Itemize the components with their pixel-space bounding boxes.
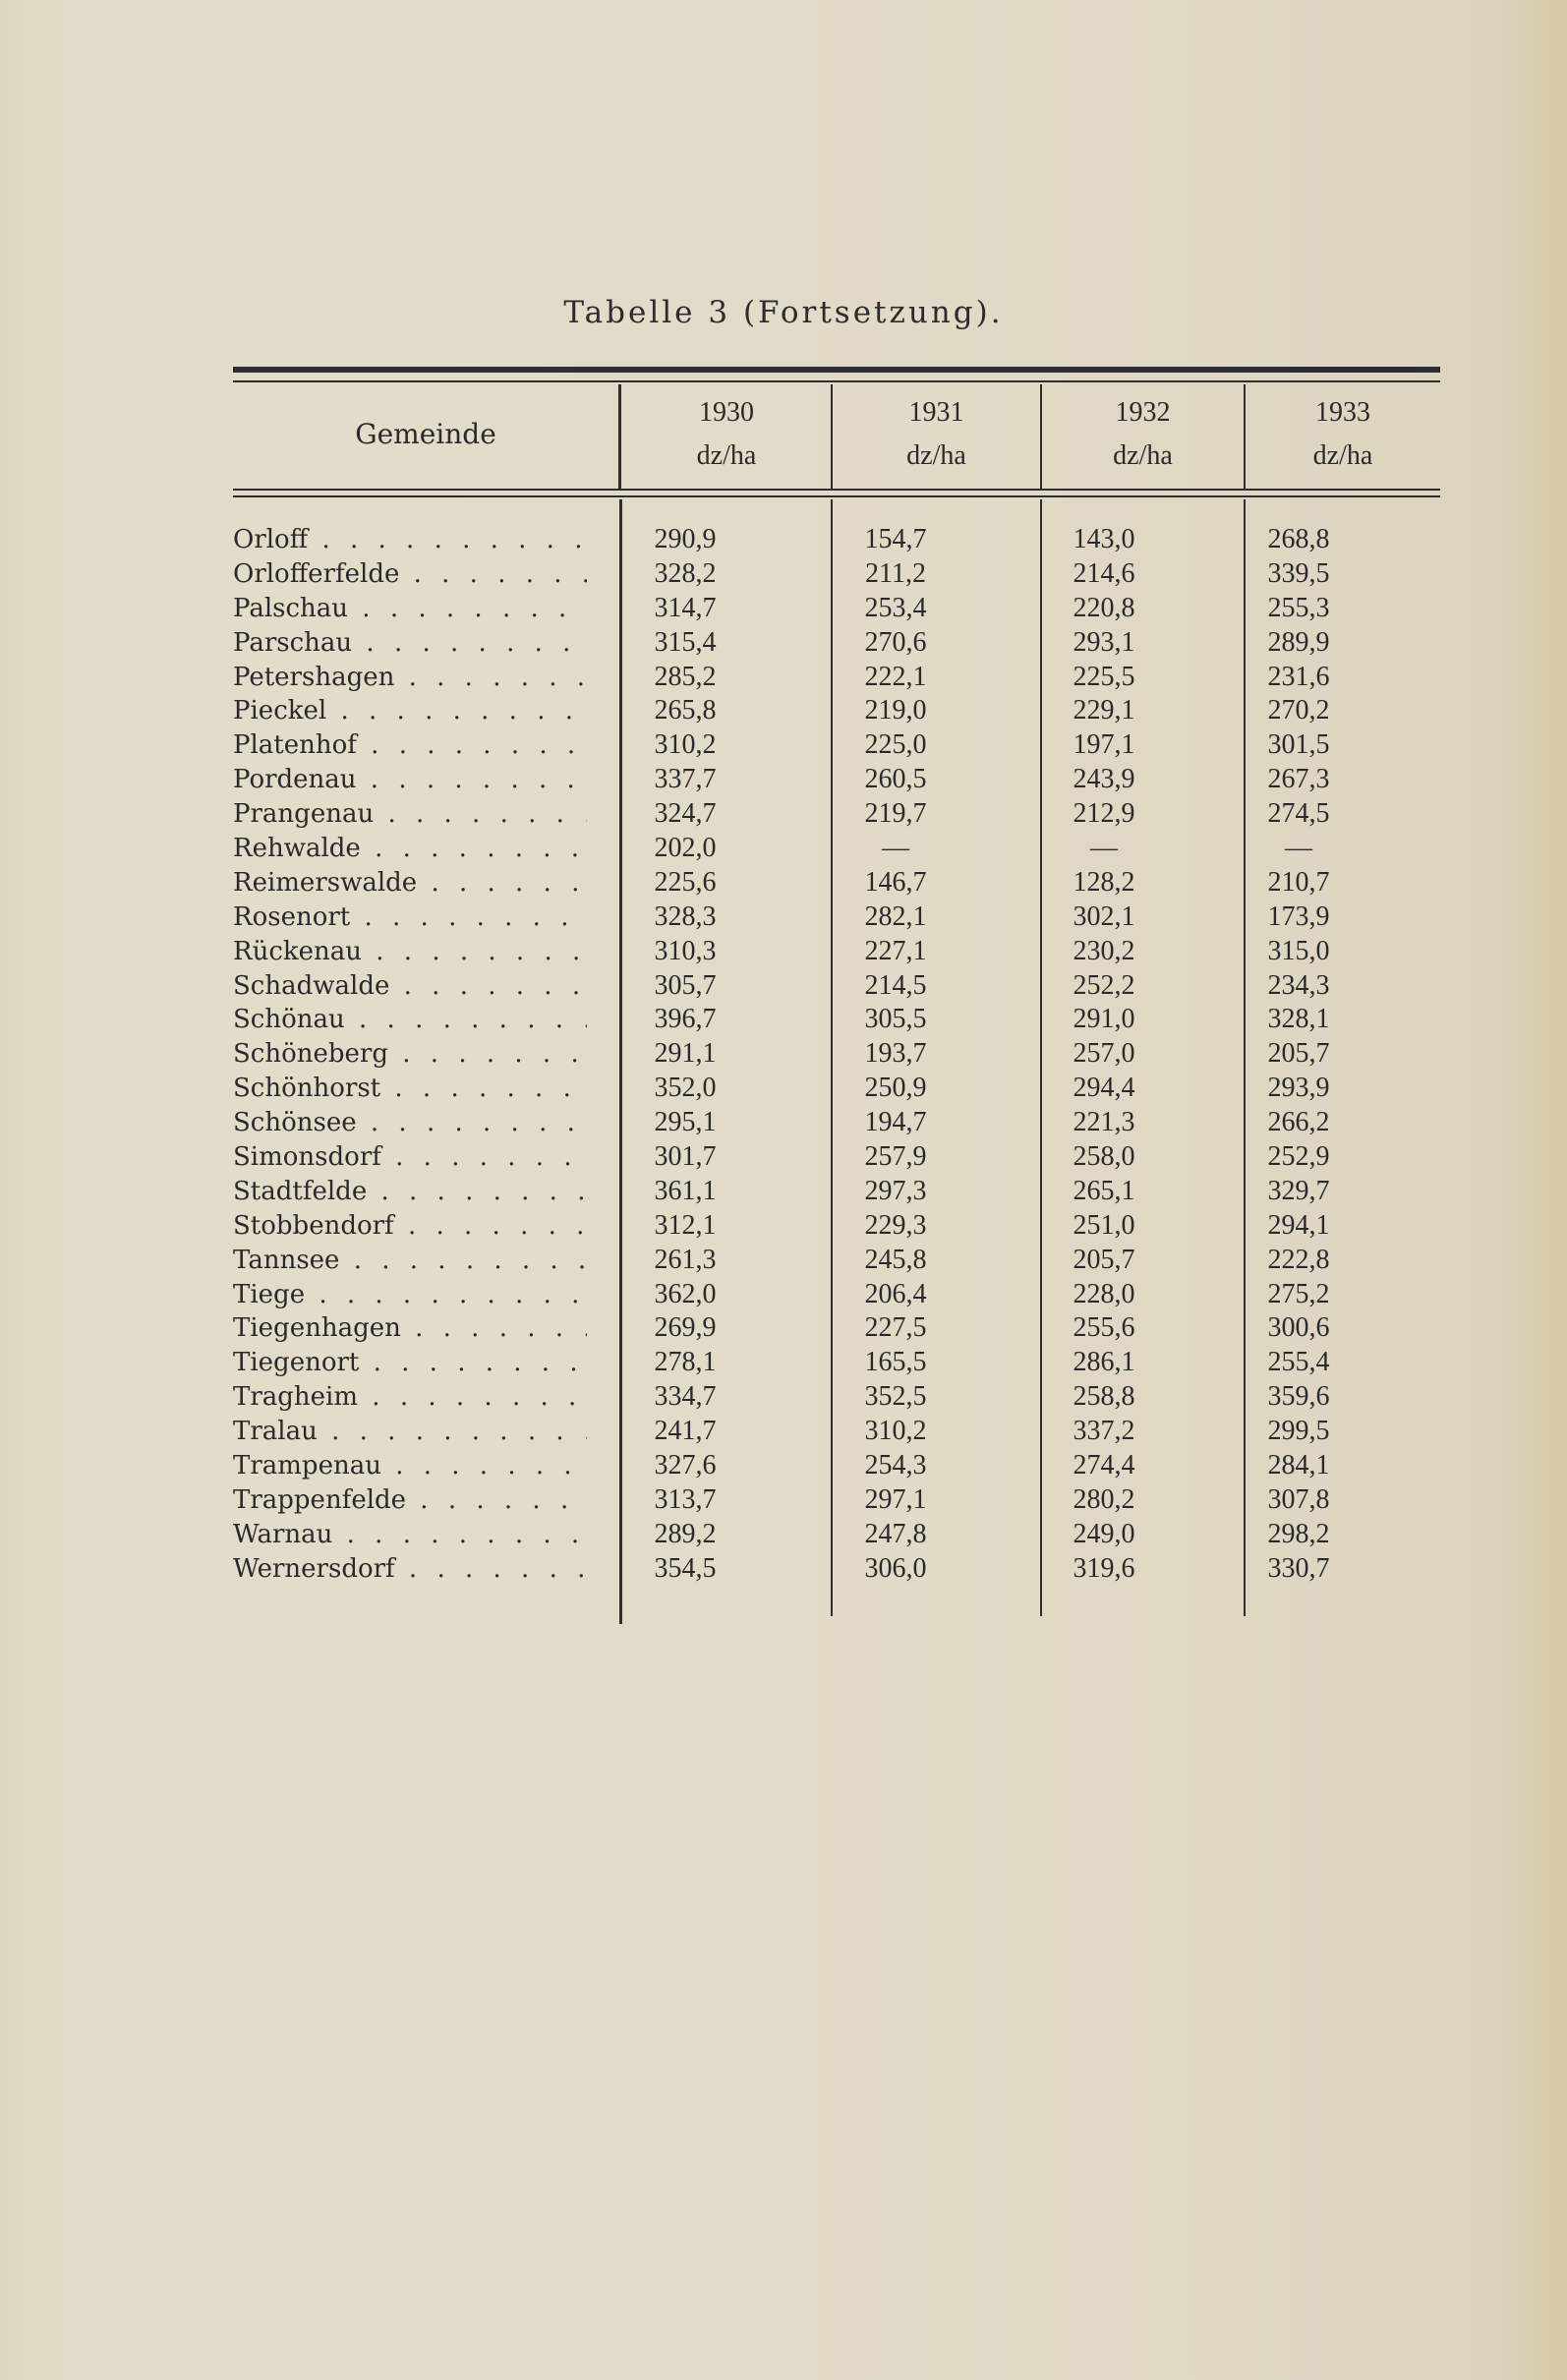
yield-value-1931: 297,3 (864, 1175, 927, 1206)
top-thin-rule (233, 380, 1440, 382)
header-unit: dz/ha (1312, 440, 1373, 471)
yield-value-1932: 221,3 (1073, 1107, 1135, 1138)
yield-value-1933: 329,7 (1267, 1175, 1330, 1206)
table-row (233, 1175, 1440, 1209)
column-header-1932 (1042, 391, 1244, 478)
yield-value-1932: 228,0 (1073, 1278, 1135, 1309)
yield-value-1932: 291,0 (1073, 1004, 1135, 1035)
gemeinde-name: Tiege . . . (233, 1278, 587, 1311)
header-unit: dz/ha (1113, 440, 1173, 471)
yield-value-1933: 307,8 (1267, 1483, 1330, 1515)
gemeinde-name: Schönhorst . . . (233, 1072, 587, 1105)
yield-value-1931: 146,7 (864, 866, 927, 898)
yield-value-1933: 274,5 (1267, 798, 1330, 830)
yield-value-1933: 359,6 (1267, 1381, 1330, 1413)
table-row (233, 866, 1440, 900)
yield-value-1930: 310,3 (654, 935, 717, 966)
table-row (233, 1037, 1440, 1072)
gemeinde-name: Tralau . . . (233, 1415, 587, 1448)
yield-value-1933: 294,1 (1267, 1209, 1330, 1241)
yield-value-1932: 251,0 (1073, 1209, 1135, 1241)
table-row (233, 1140, 1440, 1175)
yield-value-1930: 334,7 (654, 1381, 717, 1413)
table-row (233, 592, 1440, 626)
gemeinde-name: Tiegenort . . . (233, 1346, 587, 1379)
yield-value-1933: 234,3 (1267, 969, 1330, 1001)
table-row (233, 832, 1440, 866)
table-row (233, 1209, 1440, 1244)
table-row (233, 1380, 1440, 1415)
yield-value-1932: 337,2 (1073, 1416, 1135, 1447)
yield-value-1932: 294,4 (1073, 1073, 1135, 1104)
table-row (233, 523, 1440, 557)
yield-value-1931: 193,7 (864, 1038, 927, 1070)
column-header-gemeinde: Gemeinde (355, 418, 496, 450)
yield-value-1930: 315,4 (654, 626, 717, 658)
yield-value-1933: 293,9 (1267, 1073, 1330, 1104)
yield-value-1930: 324,7 (654, 798, 717, 830)
column-header-1930 (622, 391, 831, 478)
column-divider-main-header (618, 384, 621, 489)
yield-value-1932: 197,1 (1073, 729, 1135, 761)
top-thick-rule (233, 367, 1440, 373)
table-row (233, 1552, 1440, 1587)
table-row (233, 1415, 1440, 1449)
yield-value-1933: 339,5 (1267, 557, 1330, 589)
gemeinde-name: Tiegenhagen . . . (233, 1311, 587, 1345)
header-unit: dz/ha (906, 440, 966, 471)
yield-value-1931: 257,9 (864, 1141, 927, 1173)
yield-value-1933: 298,2 (1267, 1518, 1330, 1549)
yield-value-1932: 252,2 (1073, 969, 1135, 1001)
yield-value-1930: 328,2 (654, 557, 717, 589)
table-row (233, 1483, 1440, 1518)
yield-value-1930: 305,7 (654, 969, 717, 1001)
yield-value-1930: 225,6 (654, 866, 717, 898)
yield-value-1930: 312,1 (654, 1209, 717, 1241)
yield-value-1933: 267,3 (1267, 764, 1330, 795)
table-row (233, 797, 1440, 832)
gemeinde-name: Warnau . . . (233, 1518, 587, 1551)
gemeinde-name: Rehwalde . . . (233, 832, 587, 865)
yield-value-1932: 230,2 (1073, 935, 1135, 966)
yield-value-1933: 255,4 (1267, 1347, 1330, 1378)
yield-value-1933: 328,1 (1267, 1004, 1330, 1035)
table-row (233, 1518, 1440, 1552)
gemeinde-name: Tannsee . . . (233, 1244, 587, 1277)
table-row (233, 1449, 1440, 1483)
yield-value-1931: 214,5 (864, 969, 927, 1001)
yield-value-1932: 319,6 (1073, 1552, 1135, 1584)
yield-value-1931: 310,2 (864, 1416, 927, 1447)
yield-value-1931: 211,2 (865, 557, 926, 589)
yield-value-1933: 289,9 (1267, 626, 1330, 658)
yield-value-1933: 315,0 (1267, 935, 1330, 966)
yield-value-1930: 285,2 (654, 661, 717, 692)
yield-value-1930: 261,3 (654, 1244, 717, 1275)
header-year: 1931 (908, 397, 964, 428)
table-row (233, 900, 1440, 935)
table-row (233, 728, 1440, 763)
gemeinde-name: Tragheim . . . (233, 1380, 587, 1414)
yield-value-1931: 225,0 (864, 729, 927, 761)
yield-value-1930: 290,9 (654, 524, 717, 554)
yield-value-1930: 278,1 (654, 1347, 717, 1378)
gemeinde-name: Petershagen . . . (233, 661, 587, 694)
header-bottom-rule (233, 489, 1440, 491)
table-row (233, 1072, 1440, 1106)
gemeinde-name: Parschau . . . (233, 626, 587, 660)
yield-value-1932: 257,0 (1073, 1038, 1135, 1070)
yield-value-1930: 354,5 (654, 1552, 717, 1584)
gemeinde-name: Prangenau . . . (233, 797, 587, 831)
header-year: 1933 (1315, 397, 1370, 428)
yield-value-1932: 302,1 (1073, 900, 1135, 932)
gemeinde-name: Trappenfelde . . . (233, 1483, 587, 1517)
yield-value-1931: 245,8 (864, 1244, 927, 1275)
gemeinde-name: Pordenau . . . (233, 763, 587, 796)
gemeinde-name: Wernersdorf . . . (233, 1552, 587, 1586)
yield-value-1933: 268,8 (1267, 524, 1330, 554)
yield-value-1933: — (1285, 833, 1312, 864)
table-row (233, 935, 1440, 969)
yield-value-1933: 300,6 (1267, 1312, 1330, 1344)
header-bottom-rule-2 (233, 495, 1440, 497)
yield-value-1930: 396,7 (654, 1004, 717, 1035)
gemeinde-name: Stobbendorf . . . (233, 1209, 587, 1243)
gemeinde-name: Rückenau . . . (233, 935, 587, 968)
yield-value-1932: 265,1 (1073, 1175, 1135, 1206)
yield-value-1930: 362,0 (654, 1278, 717, 1309)
yield-value-1933: 275,2 (1267, 1278, 1330, 1309)
yield-value-1930: 269,9 (654, 1312, 717, 1344)
gemeinde-name: Simonsdorf . . . (233, 1140, 587, 1174)
gemeinde-name: Orloff . . . (233, 523, 587, 556)
header-year: 1930 (699, 397, 754, 428)
yield-value-1933: 173,9 (1267, 900, 1330, 932)
table-row (233, 1346, 1440, 1380)
table-row (233, 626, 1440, 661)
yield-value-1932: 143,0 (1073, 524, 1135, 554)
yield-value-1932: 249,0 (1073, 1518, 1135, 1549)
header-year: 1932 (1115, 397, 1171, 428)
yield-value-1931: 253,4 (864, 592, 927, 623)
column-header-1933 (1246, 391, 1440, 478)
table-row (233, 1278, 1440, 1312)
yield-value-1932: 214,6 (1073, 557, 1135, 589)
yield-value-1930: 202,0 (654, 833, 717, 864)
table-row (233, 1106, 1440, 1140)
yield-value-1932: 258,8 (1073, 1381, 1135, 1413)
yield-value-1930: 314,7 (654, 592, 717, 623)
yield-value-1932: 212,9 (1073, 798, 1135, 830)
table-row (233, 763, 1440, 797)
yield-value-1931: 260,5 (864, 764, 927, 795)
yield-value-1933: 210,7 (1267, 866, 1330, 898)
yield-value-1931: 154,7 (864, 524, 927, 554)
yield-value-1930: 301,7 (654, 1141, 717, 1173)
yield-value-1930: 327,6 (654, 1450, 717, 1481)
yield-value-1932: 255,6 (1073, 1312, 1135, 1344)
yield-value-1931: 206,4 (864, 1278, 927, 1309)
table-row (233, 1244, 1440, 1278)
yield-value-1933: 330,7 (1267, 1552, 1330, 1584)
yield-value-1932: 205,7 (1073, 1244, 1135, 1275)
yield-value-1932: 274,4 (1073, 1450, 1135, 1481)
yield-value-1933: 205,7 (1267, 1038, 1330, 1070)
yield-value-1933: 266,2 (1267, 1107, 1330, 1138)
yield-value-1930: 328,3 (654, 900, 717, 932)
yield-value-1930: 295,1 (654, 1107, 717, 1138)
yield-value-1931: 229,3 (864, 1209, 927, 1241)
yield-value-1931: 306,0 (864, 1552, 927, 1584)
yield-value-1930: 291,1 (654, 1038, 717, 1070)
yield-value-1931: 270,6 (864, 626, 927, 658)
yield-value-1930: 337,7 (654, 764, 717, 795)
yield-value-1933: 301,5 (1267, 729, 1330, 761)
gemeinde-name: Palschau . . . (233, 592, 587, 625)
yield-value-1930: 241,7 (654, 1416, 717, 1447)
table-row (233, 694, 1440, 728)
column-header-1931 (833, 391, 1040, 478)
yield-value-1932: 286,1 (1073, 1347, 1135, 1378)
yield-value-1932: 128,2 (1073, 866, 1135, 898)
yield-value-1931: 254,3 (864, 1450, 927, 1481)
yield-value-1931: 165,5 (864, 1347, 927, 1378)
table-row (233, 1003, 1440, 1037)
gemeinde-name: Schönsee . . . (233, 1106, 587, 1139)
gemeinde-name: Stadtfelde . . . (233, 1175, 587, 1208)
table-row (233, 557, 1440, 592)
yield-value-1931: 219,0 (864, 695, 927, 726)
yield-value-1931: 227,5 (864, 1312, 927, 1344)
yield-value-1932: 293,1 (1073, 626, 1135, 658)
gemeinde-name: Rosenort . . . (233, 900, 587, 934)
table-title: Tabelle 3 (Fortsetzung). (563, 295, 1004, 330)
gemeinde-name: Schöneberg . . . (233, 1037, 587, 1071)
yield-value-1932: 225,5 (1073, 661, 1135, 692)
gemeinde-name: Schadwalde . . . (233, 969, 587, 1003)
yield-value-1931: — (882, 833, 909, 864)
yield-value-1931: 219,7 (864, 798, 927, 830)
gemeinde-name: Platenhof . . . (233, 728, 587, 762)
gemeinde-name: Trampenau . . . (233, 1449, 587, 1482)
yield-value-1933: 270,2 (1267, 695, 1330, 726)
yield-value-1930: 265,8 (654, 695, 717, 726)
yield-value-1931: 194,7 (864, 1107, 927, 1138)
yield-value-1931: 250,9 (864, 1073, 927, 1104)
yield-value-1933: 299,5 (1267, 1416, 1330, 1447)
yield-value-1930: 361,1 (654, 1175, 717, 1206)
gemeinde-name: Pieckel . . . (233, 694, 587, 727)
yield-value-1933: 231,6 (1267, 661, 1330, 692)
table-row (233, 661, 1440, 695)
table-row (233, 1311, 1440, 1346)
yield-value-1932: 220,8 (1073, 592, 1135, 623)
yield-value-1931: 305,5 (864, 1004, 927, 1035)
yield-value-1932: 280,2 (1073, 1483, 1135, 1515)
yield-value-1932: 258,0 (1073, 1141, 1135, 1173)
yield-value-1930: 313,7 (654, 1483, 717, 1515)
yield-value-1931: 282,1 (864, 900, 927, 932)
table-body (233, 523, 1440, 1587)
gemeinde-name: Orlofferfelde . . . (233, 557, 587, 591)
yield-value-1932: 229,1 (1073, 695, 1135, 726)
yield-value-1933: 255,3 (1267, 592, 1330, 623)
yield-value-1931: 227,1 (864, 935, 927, 966)
gemeinde-name: Reimerswalde . . . (233, 866, 587, 900)
yield-value-1931: 297,1 (864, 1483, 927, 1515)
yield-value-1933: 222,8 (1267, 1244, 1330, 1275)
yield-value-1931: 247,8 (864, 1518, 927, 1549)
header-unit: dz/ha (696, 440, 757, 471)
yield-value-1932: 243,9 (1073, 764, 1135, 795)
yield-value-1930: 352,0 (654, 1073, 717, 1104)
yield-value-1930: 289,2 (654, 1518, 717, 1549)
gemeinde-name: Schönau . . . (233, 1003, 587, 1036)
yield-value-1931: 352,5 (864, 1381, 927, 1413)
yield-value-1933: 284,1 (1267, 1450, 1330, 1481)
table-row (233, 969, 1440, 1004)
yield-value-1931: 222,1 (864, 661, 927, 692)
yield-value-1933: 252,9 (1267, 1141, 1330, 1173)
yield-value-1932: — (1090, 833, 1118, 864)
yield-value-1930: 310,2 (654, 729, 717, 761)
